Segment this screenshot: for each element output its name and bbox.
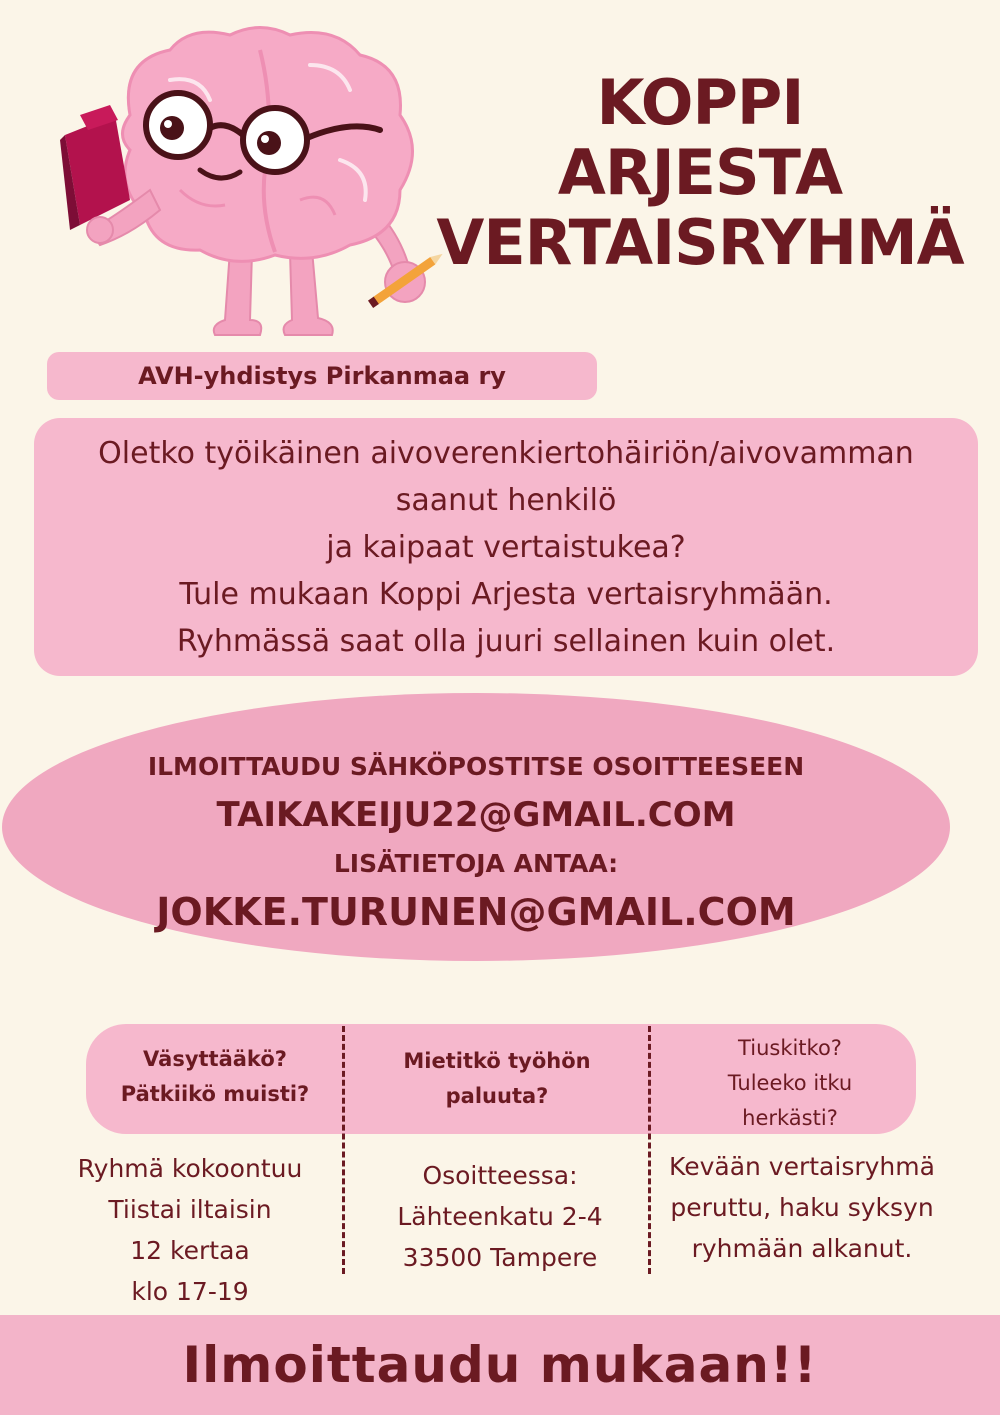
intro-line: Ryhmässä saat olla juuri sellainen kuin olet. (176, 624, 836, 659)
intro-line: ja kaipaat vertaistukea? (326, 530, 686, 565)
signup-email[interactable]: TAIKAKEIJU22@GMAIL.COM (216, 795, 736, 835)
question-3-line: Tiuskitko? (738, 1036, 842, 1060)
intro-box (34, 418, 978, 676)
schedule-line: klo 17-19 (131, 1277, 249, 1306)
address-line: Lähteenkatu 2-4 (397, 1202, 603, 1231)
title-line-1: KOPPI (596, 66, 804, 139)
question-3-line: herkästi? (742, 1106, 838, 1130)
address-line: 33500 Tampere (402, 1243, 598, 1272)
info-label: LISÄTIETOJA ANTAA: (333, 849, 619, 878)
question-2-line: Mietitkö työhön (403, 1049, 591, 1073)
brain-mascot-illustration (60, 20, 450, 350)
status-line: Kevään vertaisryhmä (669, 1152, 935, 1181)
title-line-3: VERTAISRYHMÄ (436, 206, 964, 279)
signup-label: ILMOITTAUDU SÄHKÖPOSTITSE OSOITTEESEEN (147, 752, 805, 781)
question-3-line: Tuleeko itku (727, 1071, 853, 1095)
question-1-line: Pätkiikö muisti? (120, 1082, 310, 1106)
status-line: ryhmään alkanut. (691, 1234, 913, 1263)
intro-line: saanut henkilö (395, 483, 617, 518)
question-2 (354, 1044, 640, 1114)
question-3 (660, 1031, 920, 1136)
meeting-schedule (40, 1148, 340, 1312)
schedule-line: 12 kertaa (130, 1236, 250, 1265)
intro-line: Oletko työikäinen aivoverenkiertohäiriön/aivovamman (98, 436, 914, 471)
column-divider (342, 1026, 345, 1274)
schedule-line: Ryhmä kokoontuu (77, 1154, 303, 1183)
info-email[interactable]: JOKKE.TURUNEN@GMAIL.COM (156, 890, 796, 934)
question-1-line: Väsyttääkö? (143, 1047, 287, 1071)
intro-line: Tule mukaan Koppi Arjesta vertaisryhmään. (179, 577, 833, 612)
group-status (652, 1146, 952, 1269)
address-line: Osoitteessa: (422, 1161, 578, 1190)
meeting-address (350, 1155, 650, 1278)
footer-call-to-action: Ilmoittaudu mukaan!! (182, 1336, 818, 1394)
question-1 (96, 1042, 334, 1112)
title-line-2: ARJESTA (557, 136, 843, 209)
schedule-line: Tiistai iltaisin (108, 1195, 272, 1224)
question-2-line: paluuta? (445, 1084, 549, 1108)
organization-label: AVH-yhdistys Pirkanmaa ry (47, 352, 597, 400)
status-line: peruttu, haku syksyn (670, 1193, 934, 1222)
